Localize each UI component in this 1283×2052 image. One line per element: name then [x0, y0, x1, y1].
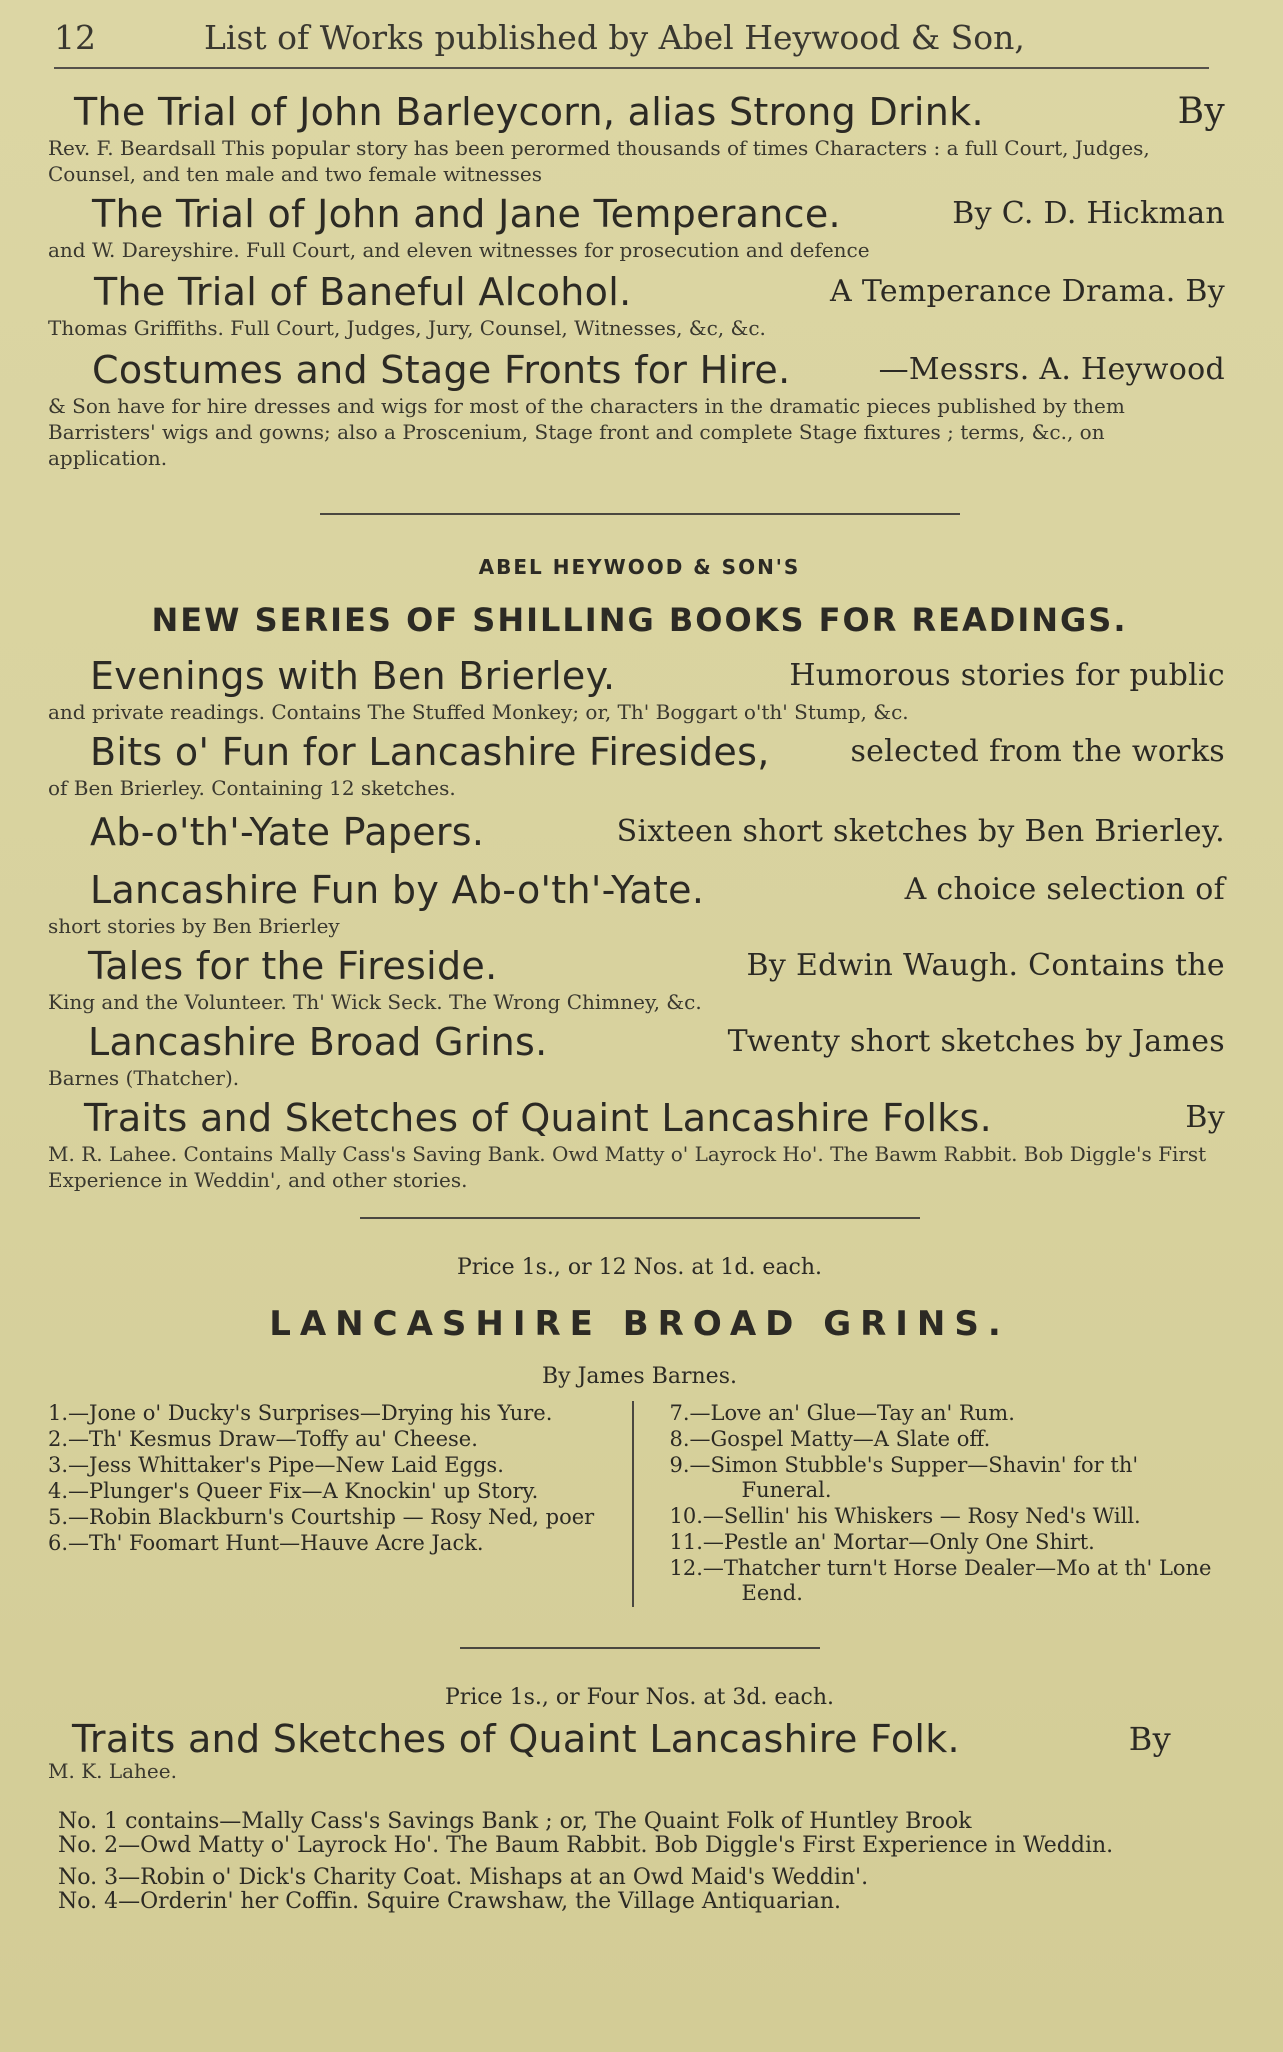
list-item: 6.—Th' Foomart Hunt—Hauve Acre Jack.: [48, 1531, 484, 1555]
entry-title: Evenings with Ben Brierley.: [90, 654, 616, 698]
entry-title: Traits and Sketches of Quaint Lancashire Folks.: [84, 1096, 993, 1140]
list-item: [48, 811, 1225, 855]
entry-description: Thomas Griffiths. Full Court, Judges, Jury, Counsel, Witnesses, &c, &c.: [48, 316, 766, 340]
list-item: 8.—Gospel Matty—A Slate off.: [669, 1427, 991, 1451]
divider: [320, 513, 960, 515]
list-item: 7.—Love an' Glue—Tay an' Rum.: [669, 1401, 1015, 1425]
entry-byline: selected from the works: [850, 734, 1225, 769]
list-item: 1.—Jone o' Ducky's Surprises—Drying his Yure.: [48, 1401, 553, 1425]
entry-description: M. R. Lahee. Contains Mally Cass's Saving Bank. Owd Matty o' Layrock Ho'. The Bawm Rabbit. Bob Diggle's First Experience in Weddin', and other stories.: [48, 1142, 1207, 1192]
entry-title: Bits o' Fun for Lancashire Firesides,: [90, 730, 770, 774]
list-item: 11.—Pestle an' Mortar—Only One Shirt.: [669, 1530, 1095, 1554]
entry-description: King and the Volunteer. Th' Wick Seck. The Wrong Chimney, &c.: [48, 990, 702, 1014]
entry-byline: —Messrs. A. Heywood: [878, 352, 1225, 387]
folk-title-line: [48, 1718, 1171, 1762]
entry-description: of Ben Brierley. Containing 12 sketches.: [48, 776, 456, 800]
list-item: 2.—Th' Kesmus Draw—Toffy au' Cheese.: [48, 1427, 478, 1451]
entry-title: The Trial of John and Jane Temperance.: [92, 192, 841, 236]
series-publisher: ABEL HEYWOOD & SON'S: [478, 555, 801, 579]
list-item: 5.—Robin Blackburn's Courtship — Rosy Ned, poer: [48, 1505, 595, 1529]
entry-title: Tales for the Fireside.: [88, 944, 498, 988]
list-item: [48, 731, 1225, 801]
folk-byline: By: [1128, 1720, 1171, 1758]
list-item: [48, 271, 1225, 341]
entry-description: & Son have for hire dresses and wigs for most of the characters in the dramatic pieces published by them Barristers' wigs and gowns; also a Proscenium, Stage front and complete Stage fixtures ; terms, &c., on application.: [48, 394, 1125, 470]
list-item: 10.—Sellin' his Whiskers — Rosy Ned's Will.: [669, 1504, 1141, 1528]
folk-title: Traits and Sketches of Quaint Lancashire Folk.: [72, 1717, 960, 1761]
list-item: [48, 1021, 1225, 1091]
divider: [360, 1217, 920, 1219]
entry-description: Barnes (Thatcher).: [48, 1066, 240, 1090]
page-number: 12: [54, 18, 96, 57]
grins-column-right: [656, 1401, 1226, 1607]
list-item: [48, 1097, 1225, 1193]
list-item: 9.—Simon Stubble's Supper—Shavin' for th' Funeral.: [669, 1453, 1139, 1502]
entry-description: Rev. F. Beardsall This popular story has been perormed thousands of times Characters : a full Court, Judges, Counsel, and ten male and two female witnesses: [48, 136, 1150, 186]
entry-byline: By Edwin Waugh. Contains the: [746, 948, 1225, 983]
list-item: [48, 945, 1225, 1015]
list-item: [48, 869, 1225, 939]
entry-title: Costumes and Stage Fronts for Hire.: [92, 348, 791, 392]
entry-byline: A Temperance Drama. By: [830, 274, 1225, 309]
entry-title: Lancashire Broad Grins.: [88, 1020, 548, 1064]
grins-price: Price 1s., or 12 Nos. at 1d. each.: [456, 1255, 823, 1280]
list-item: No. 2—Owd Matty o' Layrock Ho'. The Baum Rabbit. Bob Diggle's First Experience in Weddin.: [58, 1833, 1114, 1858]
entry-description: and W. Dareyshire. Full Court, and eleven witnesses for prosecution and defence: [48, 238, 870, 262]
series-heading: NEW SERIES OF SHILLING BOOKS FOR READINGS.: [151, 601, 1128, 639]
grins-heading: LANCASHIRE BROAD GRINS.: [269, 1304, 1010, 1344]
entry-title: The Trial of John Barleycorn, alias Strong Drink.: [74, 90, 984, 134]
entry-byline: By: [1177, 91, 1225, 132]
folk-price: Price 1s., or Four Nos. at 3d. each.: [444, 1685, 835, 1710]
list-item: 3.—Jess Whittaker's Pipe—New Laid Eggs.: [48, 1453, 504, 1477]
entry-title: The Trial of Baneful Alcohol.: [94, 270, 632, 314]
entry-byline: Sixteen short sketches by Ben Brierley.: [616, 814, 1225, 849]
list-item: [48, 349, 1225, 471]
list-item: [48, 193, 1225, 263]
folk-numbers: [48, 1810, 1171, 1914]
entry-byline: Humorous stories for public: [789, 658, 1225, 693]
list-item: No. 3—Robin o' Dick's Charity Coat. Mishaps at an Owd Maid's Weddin'.: [58, 1865, 869, 1890]
running-header: [54, 18, 1209, 69]
divider: [460, 1647, 820, 1649]
folk-author: M. K. Lahee.: [48, 1759, 177, 1783]
list-item: [48, 91, 1225, 187]
entry-description: short stories by Ben Brierley: [48, 914, 340, 938]
list-item: [48, 655, 1225, 725]
grins-contents: [48, 1401, 1225, 1607]
grins-author: By James Barnes.: [542, 1364, 737, 1389]
entry-title: Ab-o'th'-Yate Papers.: [90, 810, 485, 854]
entry-title: Lancashire Fun by Ab-o'th'-Yate.: [90, 868, 705, 912]
list-item: No. 4—Orderin' her Coffin. Squire Crawshaw, the Village Antiquarian.: [58, 1889, 842, 1914]
header-title: List of Works published by Abel Heywood & Son,: [204, 18, 1025, 57]
entry-byline: By: [1185, 1100, 1225, 1135]
list-item: 12.—Thatcher turn't Horse Dealer—Mo at th' Lone Eend.: [669, 1556, 1212, 1605]
list-item: 4.—Plunger's Queer Fix—A Knockin' up Story.: [48, 1479, 539, 1503]
entry-description: and private readings. Contains The Stuffed Monkey; or, Th' Boggart o'th' Stump, &c.: [48, 700, 909, 724]
grins-column-left: [48, 1401, 634, 1607]
entry-byline: A choice selection of: [904, 872, 1225, 907]
list-item: No. 1 contains—Mally Cass's Savings Bank ; or, The Quaint Folk of Huntley Brook: [58, 1809, 972, 1834]
entry-byline: Twenty short sketches by James: [727, 1024, 1225, 1059]
entry-byline: By C. D. Hickman: [952, 196, 1225, 231]
